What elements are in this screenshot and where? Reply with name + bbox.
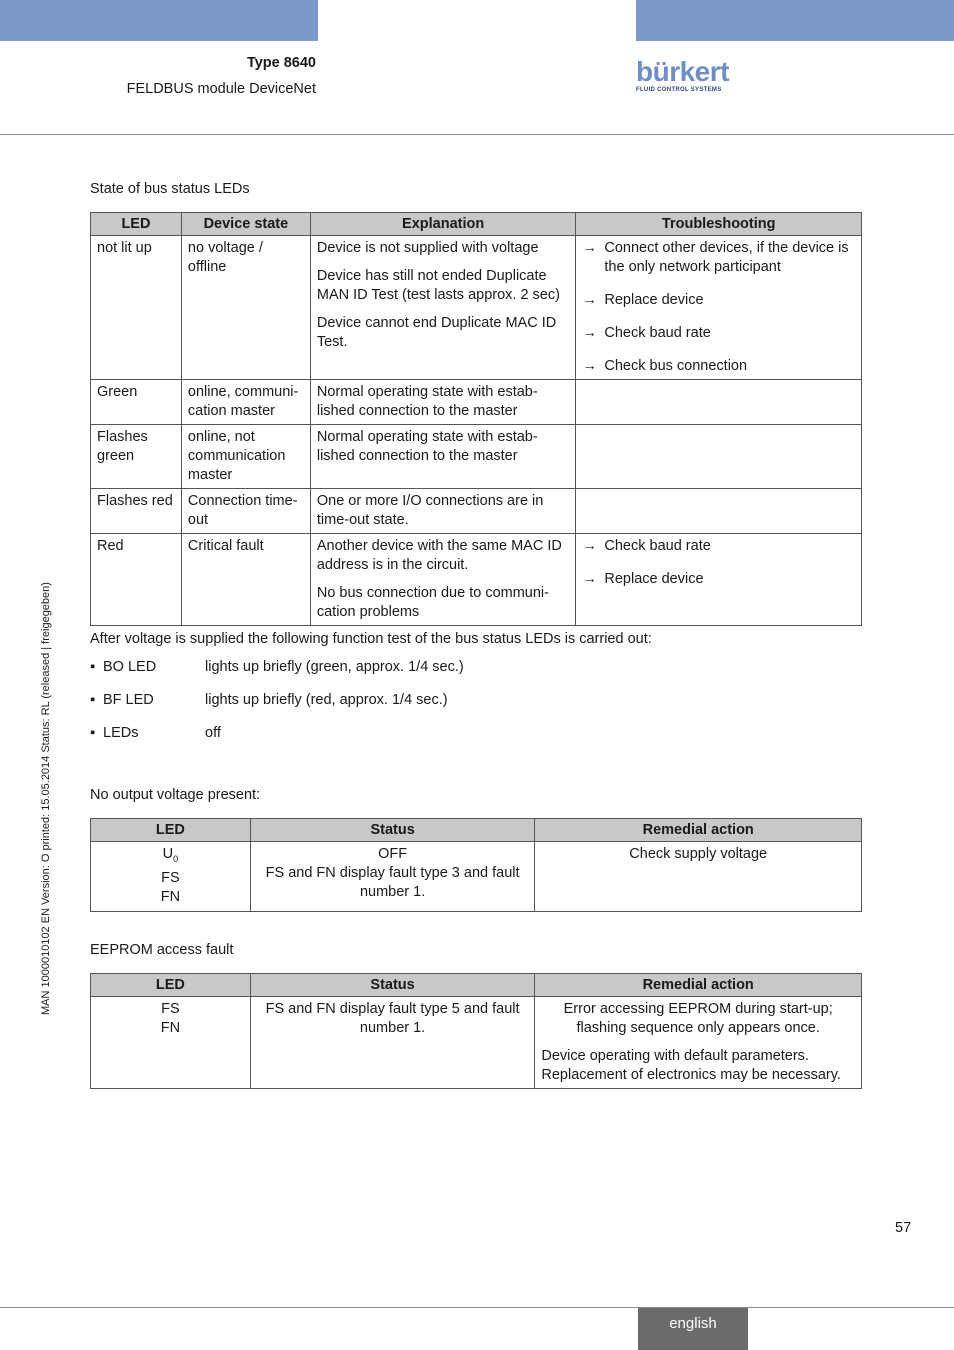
bullet-label: BO LED	[103, 659, 157, 675]
table-row	[91, 842, 862, 912]
eeprom-fault-table	[90, 973, 862, 1089]
explanation-line: No bus connection due to communi-cation problems	[316, 585, 549, 620]
status-cell: FS and FN display fault type 5 and fault number 1.	[250, 997, 535, 1089]
header-divider	[0, 134, 954, 135]
explanation-cell	[310, 534, 576, 626]
footer-divider	[0, 1307, 954, 1308]
arrow-right-icon: →	[582, 538, 597, 554]
led-cell	[91, 842, 251, 912]
table-header-row	[91, 213, 862, 236]
document-subtitle: FELDBUS module DeviceNet	[126, 81, 316, 97]
document-print-info: MAN 1000010102 EN Version: O printed: 15.05.2014 Status: RL (released | freigegeben)	[40, 582, 52, 1015]
bullet-text: lights up briefly (green, approx. 1/4 sec.)	[205, 659, 464, 675]
troubleshooting-cell	[576, 489, 862, 534]
arrow-right-icon: →	[582, 240, 597, 256]
column-header-remedial-action: Remedial action	[535, 819, 862, 842]
troubleshooting-action	[582, 570, 855, 589]
troubleshooting-action	[582, 239, 855, 277]
device-state-cell: Connection time-out	[181, 489, 310, 534]
remedial-action-line: Device operating with default parameters. Replacement of electronics may be necessary.	[541, 1048, 841, 1083]
document-type-title: Type 8640	[246, 55, 316, 71]
bullet-label: LEDs	[103, 725, 139, 741]
arrow-right-icon: →	[582, 292, 597, 308]
logo-tagline: FLUID CONTROL SYSTEMS	[636, 87, 722, 93]
no-voltage-table	[90, 818, 862, 912]
eeprom-caption: EEPROM access fault	[90, 942, 234, 958]
table-row	[91, 380, 862, 425]
troubleshooting-action	[582, 537, 855, 556]
led-fn: FN	[160, 1020, 181, 1036]
language-tab: english	[638, 1308, 748, 1350]
header-accent-bar-right	[636, 0, 954, 41]
arrow-right-icon: →	[582, 325, 597, 341]
led-u-subscript: 0	[173, 853, 179, 864]
explanation-line: Another device with the same MAC ID address is in the circuit.	[316, 538, 562, 573]
device-state-cell: Critical fault	[181, 534, 310, 626]
table-header-row	[91, 819, 862, 842]
column-header-device-state: Device state	[181, 213, 310, 236]
no-voltage-caption: No output voltage present:	[90, 787, 261, 803]
troubleshooting-cell	[576, 380, 862, 425]
page-number: 57	[895, 1220, 912, 1236]
explanation-line: Device has still not ended Duplicate MAN ID Test (test lasts approx. 2 sec)	[316, 268, 560, 303]
explanation-cell	[310, 380, 576, 425]
bullet-marker: ▪	[90, 692, 96, 708]
status-off: OFF	[378, 846, 408, 862]
column-header-troubleshooting: Troubleshooting	[576, 213, 862, 236]
explanation-line: Device cannot end Duplicate MAC ID Test.	[316, 315, 557, 350]
led-state-caption: State of bus status LEDs	[90, 181, 250, 197]
troubleshooting-text: Check baud rate	[604, 325, 711, 341]
bullet-marker: ▪	[90, 725, 96, 741]
column-header-remedial-action: Remedial action	[535, 974, 862, 997]
led-cell: Green	[91, 380, 182, 425]
column-header-status: Status	[250, 819, 535, 842]
troubleshooting-cell	[576, 425, 862, 489]
led-cell: not lit up	[91, 236, 182, 380]
troubleshooting-text: Replace device	[604, 292, 704, 308]
logo-wordmark: bürkert	[636, 56, 729, 87]
device-state-cell: online, not communication master	[181, 425, 310, 489]
led-cell: Flashes green	[91, 425, 182, 489]
troubleshooting-action	[582, 324, 855, 343]
led-u-label: U	[162, 846, 174, 862]
bus-status-led-table	[90, 212, 862, 626]
led-fs: FS	[161, 869, 180, 886]
remedial-action-cell	[535, 997, 862, 1089]
led-fs: FS	[161, 1001, 180, 1017]
column-header-status: Status	[250, 974, 535, 997]
explanation-line: Normal operating state with estab-lished connection to the master	[316, 429, 538, 464]
troubleshooting-cell	[576, 534, 862, 626]
remedial-action-line: Error accessing EEPROM during start-up; flashing sequence only appears once.	[563, 1001, 833, 1036]
led-cell	[91, 997, 251, 1089]
explanation-line: Normal operating state with estab-lished connection to the master	[316, 384, 538, 419]
bullet-marker: ▪	[90, 659, 96, 675]
table-row	[91, 236, 862, 380]
arrow-right-icon: →	[582, 571, 597, 587]
led-fn: FN	[160, 888, 181, 905]
troubleshooting-action	[582, 291, 855, 310]
troubleshooting-text: Connect other devices, if the device is the only network participant	[604, 240, 849, 275]
troubleshooting-text: Check baud rate	[604, 538, 711, 554]
explanation-line: Device is not supplied with voltage	[316, 240, 539, 256]
device-state-cell: no voltage / offline	[181, 236, 310, 380]
table-row	[91, 425, 862, 489]
column-header-explanation: Explanation	[310, 213, 576, 236]
list-item	[90, 692, 448, 708]
led-cell: Flashes red	[91, 489, 182, 534]
device-state-cell: online, communi-cation master	[181, 380, 310, 425]
explanation-line: One or more I/O connections are in time-out state.	[316, 493, 544, 528]
remedial-action-cell: Check supply voltage	[535, 842, 862, 912]
list-item	[90, 659, 464, 675]
list-item	[90, 725, 221, 741]
table-row	[91, 489, 862, 534]
arrow-right-icon: →	[582, 358, 597, 374]
bullet-text: lights up briefly (red, approx. 1/4 sec.)	[205, 692, 448, 708]
troubleshooting-text: Replace device	[604, 571, 704, 587]
troubleshooting-cell	[576, 236, 862, 380]
led-cell: Red	[91, 534, 182, 626]
explanation-cell	[310, 236, 576, 380]
header-accent-bar-left	[0, 0, 318, 41]
table-row	[91, 997, 862, 1089]
column-header-led: LED	[91, 974, 251, 997]
bullet-text: off	[205, 725, 221, 741]
led-u0	[97, 845, 244, 869]
column-header-led: LED	[91, 819, 251, 842]
burkert-logo	[636, 58, 736, 98]
table-row	[91, 534, 862, 626]
function-test-intro: After voltage is supplied the following function test of the bus status LEDs is carried out:	[90, 631, 652, 647]
troubleshooting-text: Check bus connection	[604, 358, 748, 374]
explanation-cell	[310, 425, 576, 489]
column-header-led: LED	[91, 213, 182, 236]
troubleshooting-action	[582, 357, 855, 376]
bullet-label: BF LED	[103, 692, 154, 708]
status-description: FS and FN display fault type 3 and fault number 1.	[265, 865, 520, 900]
explanation-cell	[310, 489, 576, 534]
table-header-row	[91, 974, 862, 997]
status-cell	[250, 842, 535, 912]
